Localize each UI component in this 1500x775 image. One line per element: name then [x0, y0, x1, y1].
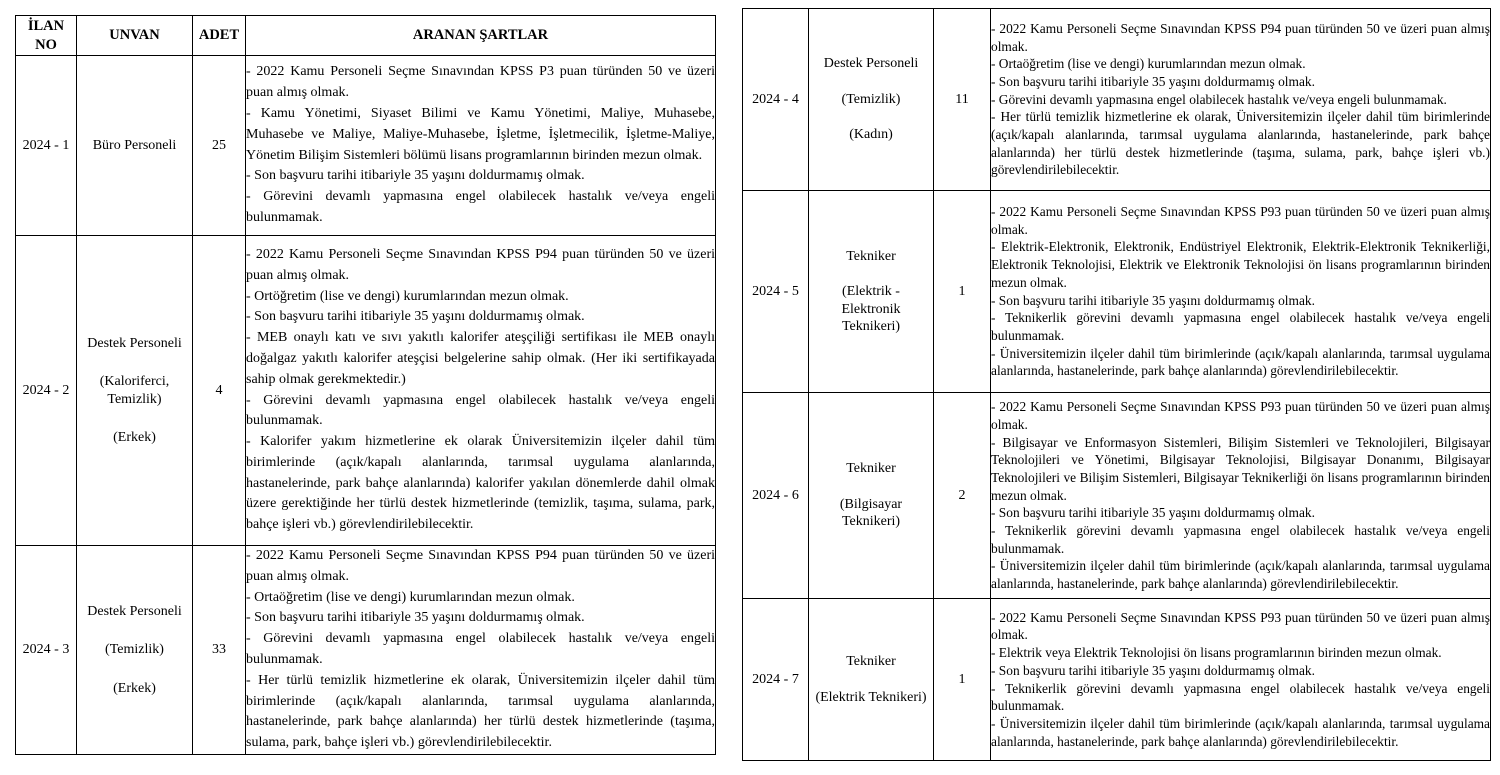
requirement-item: - 2022 Kamu Personeli Seçme Sınavından KPSS P93 puan türünden 50 ve üzeri puan almış olmak. — [991, 203, 1490, 237]
job-table-left — [15, 15, 716, 755]
table-row — [16, 546, 716, 755]
unvan-lines — [809, 53, 933, 146]
requirement-item: - Her türlü temizlik hizmetlerine ek olarak, Üniversitemizin ilçeler dahil tüm birimlerinde (açık/kapalı alanlarında, tarımsal uygulama alanlarında, hastanelerinde, park bahçe alanlarında) her türlü destek hizmetlerinde (taşıma, sulama, park, bahçe işleri vb.) görevlendirilebilecektir. — [246, 672, 715, 751]
header-aranan-sartlar: ARANAN ŞARTLAR — [246, 16, 716, 56]
cell-adet: 1 — [934, 599, 991, 761]
requirement-item: - Görevini devamlı yapmasına engel olabilecek hastalık ve/veya engeli bulunmamak. — [246, 189, 715, 225]
requirement-item: - Görevini devamlı yapmasına engel olabilecek hastalık ve/veya engeli bulunmamak. — [246, 392, 715, 429]
table-row — [743, 599, 1491, 761]
requirement-item: - Bilgisayar ve Enformasyon Sistemleri, Bilişim Sistemleri ve Teknolojileri, Bilgisayar Teknolojileri ve Yönetimi, Bilgisayar Teknolojisi, Bilgisayar Donanımı, Bilgisayar Teknolojileri ve Bilişim Sistemleri, Bilgisayar Teknikerliği ön lisans programlarının birinden mezun olmak. — [991, 434, 1490, 503]
cell-ilan-no: 2024 - 6 — [743, 393, 809, 599]
unvan-lines — [809, 458, 933, 533]
requirement-item: - Teknikerlik görevini devamlı yapmasına engel olabilecek hastalık ve/veya engeli bulunmamak. — [991, 310, 1490, 343]
requirement-item: - Son başvuru tarihi itibariyle 35 yaşını doldurmamış olmak. — [246, 168, 585, 184]
cell-aranan-sartlar — [991, 9, 1491, 191]
requirement-item: - Son başvuru tarihi itibariyle 35 yaşını doldurmamış olmak. — [991, 73, 1315, 89]
unvan-line: Tekniker — [846, 248, 896, 264]
unvan-line: Büro Personeli — [92, 137, 177, 153]
cell-ilan-no: 2024 - 2 — [16, 236, 77, 546]
unvan-line: (Temizlik) — [105, 642, 164, 658]
requirement-item: - Görevini devamlı yapmasına engel olabilecek hastalık ve/veya engeli bulunmamak. — [246, 631, 715, 667]
cell-adet: 25 — [193, 56, 246, 236]
unvan-lines — [77, 601, 192, 700]
requirement-item: - Son başvuru tarihi itibariyle 35 yaşını doldurmamış olmak. — [246, 610, 585, 626]
unvan-line: Destek Personeli — [87, 603, 182, 619]
cell-unvan — [77, 546, 193, 755]
unvan-lines — [77, 333, 192, 449]
requirement-item: - Son başvuru tarihi itibariyle 35 yaşını doldurmamış olmak. — [991, 505, 1315, 521]
unvan-line: (Bilgisayar Teknikeri) — [839, 496, 903, 530]
requirement-item: - Üniversitemizin ilçeler dahil tüm birimlerinde (açık/kapalı alanlarında, tarımsal uygulama alanlarında, hastanelerinde, park bahçe alanlarında) görevlendirilebilecektir. — [991, 715, 1490, 749]
unvan-line: (Erkek) — [113, 430, 156, 445]
cell-aranan-sartlar — [246, 236, 716, 546]
header-unvan: UNVAN — [77, 16, 193, 56]
requirement-item: - 2022 Kamu Personeli Seçme Sınavından KPSS P3 puan türünden 50 ve üzeri puan almış olmak. — [246, 64, 715, 101]
cell-unvan — [77, 236, 193, 546]
cell-unvan — [809, 599, 934, 761]
table-row — [16, 236, 716, 546]
header-adet: ADET — [193, 16, 246, 56]
cell-aranan-sartlar — [991, 599, 1491, 761]
requirement-item: - Ortaöğretim (lise ve dengi) kurumlarından mezun olmak. — [246, 589, 575, 605]
requirement-item: - Son başvuru tarihi itibariyle 35 yaşını doldurmamış olmak. — [991, 662, 1315, 678]
unvan-line: Tekniker — [846, 461, 896, 477]
cell-unvan — [809, 191, 934, 393]
cell-unvan — [809, 9, 934, 191]
unvan-line: (Erkek) — [113, 680, 156, 696]
requirement-item: - Kamu Yönetimi, Siyaset Bilimi ve Kamu Yönetimi, Maliye, Muhasebe, Muhasebe ve Maliye, Maliye-Muhasebe, İşletme, İşletmecilik, İşletme-Maliye, Yönetim Bilişim Sistemleri bölümü lisans programlarının birinden mezun olmak. — [246, 105, 715, 163]
cell-adet: 1 — [934, 191, 991, 393]
requirement-item: - Kalorifer yakım hizmetlerine ek olarak Üniversitemizin ilçeler dahil tüm birimlerinde (açık/kapalı alanlarında, tarımsal uygulama alanlarında, hastanelerinde, park bahçe alanlarında) kalorifer yakılan dönemlerde dahil olmak üzere gerektiğinde her türlü destek hizmetlerinde (temizlik, taşıma, sulama, park, bahçe işleri vb.) görevlendirilebilecektir. — [246, 434, 715, 533]
unvan-line: (Kaloriferci, Temizlik) — [99, 374, 170, 407]
requirement-item: - Son başvuru tarihi itibariyle 35 yaşını doldurmamış olmak. — [246, 309, 585, 325]
job-table-right — [742, 8, 1491, 761]
unvan-line: (Elektrik Teknikeri) — [815, 689, 927, 705]
requirement-item: - 2022 Kamu Personeli Seçme Sınavından KPSS P93 puan türünden 50 ve üzeri puan almış olmak. — [991, 609, 1490, 643]
cell-aranan-sartlar — [991, 393, 1491, 599]
table-row — [743, 393, 1491, 599]
requirement-item: - Elektrik-Elektronik, Elektronik, Endüstriyel Elektronik, Elektrik-Elektronik Teknikerliği, Elektronik Teknolojisi, Elektrik ve Elektronik Teknolojisi ön lisans programlarının birinden mezun olmak. — [991, 239, 1490, 290]
requirement-item: - Üniversitemizin ilçeler dahil tüm birimlerinde (açık/kapalı alanlarında, tarımsal uygulama alanlarında, hastanelerinde, park bahçe alanlarında) görevlendirilebilecektir. — [991, 345, 1490, 379]
requirement-item: - 2022 Kamu Personeli Seçme Sınavından KPSS P93 puan türünden 50 ve üzeri puan almış olmak. — [991, 399, 1490, 432]
cell-ilan-no: 2024 - 1 — [16, 56, 77, 236]
cell-unvan — [77, 56, 193, 236]
table-row — [743, 9, 1491, 191]
unvan-lines — [77, 135, 192, 157]
unvan-line: (Kadın) — [849, 127, 893, 143]
table-row — [743, 191, 1491, 393]
requirement-item: - Teknikerlik görevini devamlı yapmasına engel olabilecek hastalık ve/veya engeli bulunmamak. — [991, 680, 1490, 714]
table-row — [16, 56, 716, 236]
requirement-item: - Her türlü temizlik hizmetlerine ek olarak, Üniversitemizin ilçeler dahil tüm birimlerinde (açık/kapalı alanlarında, tarımsal uygulama alanlarında, hastanelerinde, park bahçe alanlarında) her türlü destek hizmetlerinde (taşıma, sulama, park, bahçe işleri vb.) görevlendirilebilecektir. — [991, 109, 1490, 178]
requirement-item: - Görevini devamlı yapmasına engel olabilecek hastalık ve/veya engeli bulunmamak. — [991, 91, 1447, 107]
requirement-item: - MEB onaylı katı ve sıvı yakıtlı kalorifer ateşçiliği sertifikası ile MEB onaylı doğalgaz yakıtlı kalorifer ateşçisi belgelerine sahip olmak. (Her iki sertifikayada sahip olmak gerekmektedir.) — [246, 330, 715, 387]
unvan-line: Destek Personeli — [823, 56, 919, 72]
requirement-item: - Ortaöğretim (lise ve dengi) kurumlarından mezun olmak. — [991, 56, 1306, 72]
cell-aranan-sartlar — [246, 546, 716, 755]
requirement-item: - 2022 Kamu Personeli Seçme Sınavından KPSS P94 puan türünden 50 ve üzeri puan almış olmak. — [246, 246, 715, 283]
requirement-item: - 2022 Kamu Personeli Seçme Sınavından KPSS P94 puan türünden 50 ve üzeri puan almış olmak. — [991, 20, 1490, 54]
cell-adet: 33 — [193, 546, 246, 755]
unvan-lines — [809, 246, 933, 338]
cell-aranan-sartlar — [991, 191, 1491, 393]
requirement-item: - Elektrik veya Elektrik Teknolojisi ön lisans programlarının birinden mezun olmak. — [991, 645, 1442, 661]
table-header-row — [16, 16, 716, 56]
unvan-lines — [809, 651, 933, 708]
unvan-line: (Temizlik) — [841, 91, 901, 107]
unvan-line: Destek Personeli — [87, 335, 182, 351]
cell-ilan-no: 2024 - 4 — [743, 9, 809, 191]
requirement-item: - 2022 Kamu Personeli Seçme Sınavından KPSS P94 puan türünden 50 ve üzeri puan almış olmak. — [246, 548, 715, 584]
requirement-item: - Son başvuru tarihi itibariyle 35 yaşını doldurmamış olmak. — [991, 292, 1315, 308]
cell-adet: 4 — [193, 236, 246, 546]
cell-aranan-sartlar — [246, 56, 716, 236]
requirement-item: - Üniversitemizin ilçeler dahil tüm birimlerinde (açık/kapalı alanlarında, tarımsal uygulama alanlarında, hastanelerinde, park bahçe alanlarında) görevlendirilebilecektir. — [991, 558, 1490, 592]
cell-ilan-no: 2024 - 5 — [743, 191, 809, 393]
unvan-line: (Elektrik - Elektronik Teknikeri) — [841, 284, 901, 334]
requirement-item: - Ortöğretim (lise ve dengi) kurumlarından mezun olmak. — [246, 288, 569, 304]
cell-ilan-no: 2024 - 7 — [743, 599, 809, 761]
cell-unvan — [809, 393, 934, 599]
cell-ilan-no: 2024 - 3 — [16, 546, 77, 755]
unvan-line: Tekniker — [846, 654, 896, 669]
requirement-item: - Teknikerlik görevini devamlı yapmasına engel olabilecek hastalık ve/veya engeli bulunmamak. — [991, 523, 1490, 556]
header-ilan-no: İLAN NO — [16, 16, 77, 56]
cell-adet: 11 — [934, 9, 991, 191]
cell-adet: 2 — [934, 393, 991, 599]
